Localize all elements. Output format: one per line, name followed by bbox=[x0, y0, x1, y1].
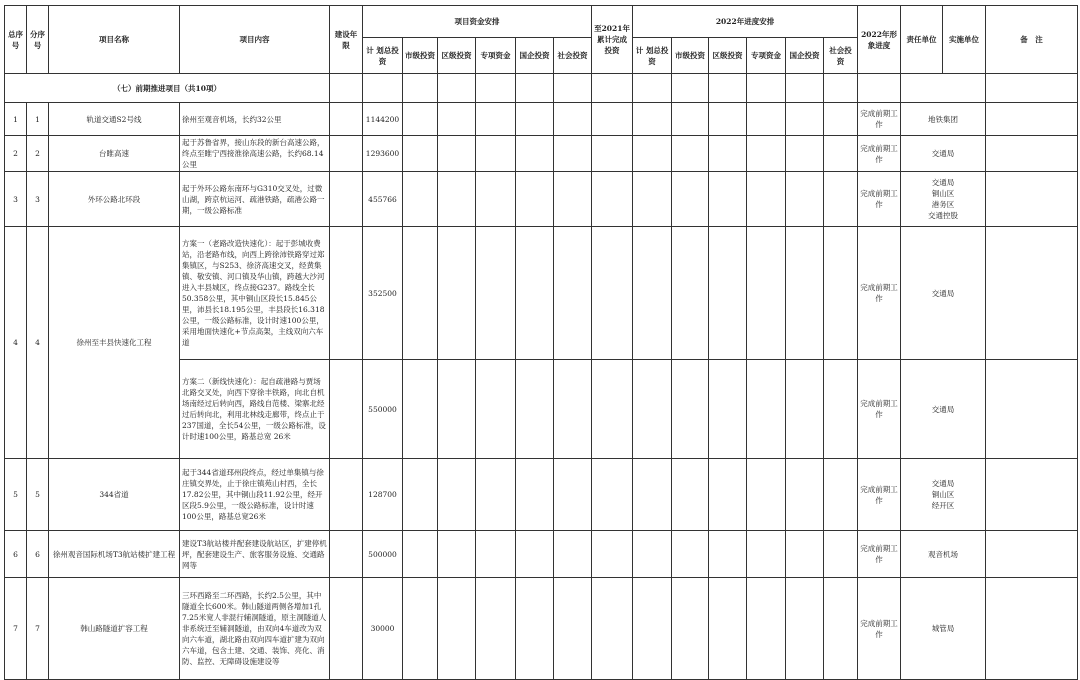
col-image-progress: 2022年形象进度 bbox=[858, 6, 901, 74]
plan-total-investment: 128700 bbox=[363, 459, 403, 531]
empty-cell bbox=[516, 459, 554, 531]
empty-cell bbox=[476, 578, 516, 680]
plan-total-investment: 1293600 bbox=[363, 136, 403, 172]
col-funding-group: 项目资金安排 bbox=[363, 6, 592, 38]
col-impl-unit: 实施单位 bbox=[943, 6, 986, 74]
empty-cell bbox=[786, 531, 824, 578]
empty-cell bbox=[986, 578, 1078, 680]
project-content: 徐州至观音机场，长约32公里 bbox=[180, 103, 330, 136]
project-content: 方案二（新线快速化）：起自疏港路与贾场北路交叉处，向西下穿徐丰铁路，向北自机场南经过后转向西，路线自范楼、梁寨北经过后转向北，利用北林线走廊带，终点止于237国道，全长54公里，一级公路标准，设计时速100公里，路基总宽 26米 bbox=[180, 360, 330, 459]
col-social-2022: 社会投资 bbox=[824, 38, 858, 74]
image-progress: 完成前期工作 bbox=[858, 172, 901, 227]
empty-cell bbox=[592, 531, 633, 578]
responsible-unit: 交通局 bbox=[901, 360, 986, 459]
col-total-no: 总序号 bbox=[5, 6, 27, 74]
empty-cell bbox=[438, 103, 476, 136]
empty-cell bbox=[330, 459, 363, 531]
sub-no: 1 bbox=[27, 103, 49, 136]
total-no: 6 bbox=[5, 531, 27, 578]
empty-cell bbox=[786, 360, 824, 459]
col-progress-group: 2022年进度安排 bbox=[633, 6, 858, 38]
empty-cell bbox=[986, 136, 1078, 172]
project-content: 方案一（老路改造快速化）：起于彭城收费站，沿老路布线，向西上跨徐沛铁路穿过郑集镇区，与S253、徐济高速交叉，经黄集镇、敬安镇、河口镇及华山镇，跨越大沙河进入丰县城区，终点接G237。路线全长50.358公里，其中铜山区段长15.845公里，沛县长18.195公里，丰县段长16.318公里，一级公路标准，设计时速100公里，采用地面快速化+节点高架，主线双向六车道 bbox=[180, 227, 330, 360]
project-content: 建设T3航站楼并配套建设航站区，扩建停机坪，配套建设生产、旅客服务设施、交通路网等 bbox=[180, 531, 330, 578]
empty-cell bbox=[709, 172, 747, 227]
empty-cell bbox=[330, 103, 363, 136]
empty-cell bbox=[986, 360, 1078, 459]
empty-cell bbox=[709, 578, 747, 680]
responsible-unit: 城管局 bbox=[901, 578, 986, 680]
responsible-unit: 交通局 bbox=[901, 136, 986, 172]
empty-cell bbox=[592, 578, 633, 680]
image-progress: 完成前期工作 bbox=[858, 459, 901, 531]
table-row bbox=[5, 227, 1078, 360]
empty-cell bbox=[824, 459, 858, 531]
empty-cell bbox=[747, 103, 786, 136]
empty-cell bbox=[438, 578, 476, 680]
empty-cell bbox=[330, 227, 363, 360]
empty-cell bbox=[747, 136, 786, 172]
empty-cell bbox=[438, 360, 476, 459]
plan-total-investment: 550000 bbox=[363, 360, 403, 459]
project-name: 徐州至丰县快速化工程 bbox=[49, 227, 180, 459]
total-no: 3 bbox=[5, 172, 27, 227]
empty-cell bbox=[516, 136, 554, 172]
empty-cell bbox=[476, 227, 516, 360]
empty-cell bbox=[824, 136, 858, 172]
empty-cell bbox=[633, 136, 672, 172]
responsible-unit: 交通局 铜山区 港务区 交通控股 bbox=[901, 172, 986, 227]
col-resp-unit: 责任单位 bbox=[901, 6, 943, 74]
empty-cell bbox=[824, 103, 858, 136]
col-city-2022: 市级投资 bbox=[672, 38, 709, 74]
col-plan-total-2022: 计 划总投资 bbox=[633, 38, 672, 74]
empty-cell bbox=[986, 531, 1078, 578]
project-name: 韩山路隧道扩容工程 bbox=[49, 578, 180, 680]
empty-cell bbox=[672, 227, 709, 360]
empty-cell bbox=[403, 360, 438, 459]
empty-cell bbox=[986, 172, 1078, 227]
empty-cell bbox=[476, 360, 516, 459]
empty-cell bbox=[330, 578, 363, 680]
empty-cell bbox=[403, 459, 438, 531]
col-soe: 国企投资 bbox=[516, 38, 554, 74]
table-row bbox=[5, 531, 1078, 578]
empty-cell bbox=[824, 531, 858, 578]
table-row bbox=[5, 136, 1078, 172]
empty-cell bbox=[438, 459, 476, 531]
col-district: 区级投资 bbox=[438, 38, 476, 74]
col-special: 专项资金 bbox=[476, 38, 516, 74]
empty-cell bbox=[516, 227, 554, 360]
sub-no: 6 bbox=[27, 531, 49, 578]
col-period: 建设年限 bbox=[330, 6, 363, 74]
sub-no: 2 bbox=[27, 136, 49, 172]
empty-cell bbox=[709, 227, 747, 360]
empty-cell bbox=[330, 136, 363, 172]
empty-cell bbox=[633, 103, 672, 136]
empty-cell bbox=[986, 103, 1078, 136]
empty-cell bbox=[554, 531, 592, 578]
empty-cell bbox=[633, 172, 672, 227]
empty-cell bbox=[554, 136, 592, 172]
empty-cell bbox=[403, 531, 438, 578]
empty-cell bbox=[476, 172, 516, 227]
responsible-unit: 地铁集团 bbox=[901, 103, 986, 136]
empty-cell bbox=[516, 531, 554, 578]
empty-cell bbox=[592, 227, 633, 360]
empty-cell bbox=[554, 103, 592, 136]
empty-cell bbox=[592, 136, 633, 172]
image-progress: 完成前期工作 bbox=[858, 578, 901, 680]
empty-cell bbox=[554, 459, 592, 531]
total-no: 5 bbox=[5, 459, 27, 531]
empty-cell bbox=[786, 172, 824, 227]
empty-cell bbox=[476, 459, 516, 531]
col-content: 项目内容 bbox=[180, 6, 330, 74]
project-name: 外环公路北环段 bbox=[49, 172, 180, 227]
plan-total-investment: 500000 bbox=[363, 531, 403, 578]
sub-no: 7 bbox=[27, 578, 49, 680]
total-no: 1 bbox=[5, 103, 27, 136]
empty-cell bbox=[403, 172, 438, 227]
col-soe-2022: 国企投资 bbox=[786, 38, 824, 74]
total-no: 7 bbox=[5, 578, 27, 680]
empty-cell bbox=[824, 578, 858, 680]
total-no: 4 bbox=[5, 227, 27, 459]
empty-cell bbox=[516, 360, 554, 459]
empty-cell bbox=[709, 459, 747, 531]
col-district-2022: 区级投资 bbox=[709, 38, 747, 74]
project-table bbox=[4, 5, 1078, 680]
empty-cell bbox=[516, 172, 554, 227]
total-no: 2 bbox=[5, 136, 27, 172]
empty-cell bbox=[633, 459, 672, 531]
empty-cell bbox=[516, 103, 554, 136]
table-row bbox=[5, 578, 1078, 680]
responsible-unit: 交通局 bbox=[901, 227, 986, 360]
empty-cell bbox=[824, 172, 858, 227]
plan-total-investment: 1144200 bbox=[363, 103, 403, 136]
empty-cell bbox=[786, 578, 824, 680]
empty-cell bbox=[709, 103, 747, 136]
responsible-unit: 交通局 铜山区 经开区 bbox=[901, 459, 986, 531]
empty-cell bbox=[633, 360, 672, 459]
sub-no: 5 bbox=[27, 459, 49, 531]
empty-cell bbox=[824, 227, 858, 360]
empty-cell bbox=[672, 103, 709, 136]
header-row-1 bbox=[5, 6, 1078, 38]
empty-cell bbox=[709, 360, 747, 459]
col-special-2022: 专项资金 bbox=[747, 38, 786, 74]
empty-cell bbox=[986, 227, 1078, 360]
col-social: 社会投资 bbox=[554, 38, 592, 74]
empty-cell bbox=[554, 360, 592, 459]
table-row bbox=[5, 172, 1078, 227]
empty-cell bbox=[786, 459, 824, 531]
project-name: 轨道交通S2号线 bbox=[49, 103, 180, 136]
project-name: 台睢高速 bbox=[49, 136, 180, 172]
col-remark: 备 注 bbox=[986, 6, 1078, 74]
empty-cell bbox=[672, 578, 709, 680]
col-sub-no: 分序号 bbox=[27, 6, 49, 74]
empty-cell bbox=[516, 578, 554, 680]
project-content: 起于苏鲁省界，接山东段的新台高速公路，终点至睢宁西接淮徐高速公路，长约68.14公里 bbox=[180, 136, 330, 172]
empty-cell bbox=[330, 531, 363, 578]
empty-cell bbox=[476, 136, 516, 172]
responsible-unit: 观音机场 bbox=[901, 531, 986, 578]
empty-cell bbox=[330, 360, 363, 459]
empty-cell bbox=[824, 360, 858, 459]
plan-total-investment: 455766 bbox=[363, 172, 403, 227]
table-row bbox=[5, 459, 1078, 531]
empty-cell bbox=[554, 172, 592, 227]
project-content: 起于外环公路东南环与G310交叉处，过微山湖，跨京杭运河、疏港铁路，疏港公路一期，一级公路标准 bbox=[180, 172, 330, 227]
empty-cell bbox=[476, 531, 516, 578]
empty-cell bbox=[747, 360, 786, 459]
empty-cell bbox=[786, 103, 824, 136]
empty-cell bbox=[403, 227, 438, 360]
plan-total-investment: 352500 bbox=[363, 227, 403, 360]
empty-cell bbox=[438, 531, 476, 578]
empty-cell bbox=[709, 531, 747, 578]
plan-total-investment: 30000 bbox=[363, 578, 403, 680]
empty-cell bbox=[330, 172, 363, 227]
project-content: 三环西路至二环西路，长约2.5公里，其中隧道全长600米。韩山隧道两侧各增加1孔7.25米宽人非混行辅洞隧道，原主洞隧道人非系统迁至辅洞隧道，由双向4车道改为双向六车道，湖北路由双向四车道扩建为双向六车道，包含土建、交通、装饰、亮化、消防、监控、无障碍设施建设等 bbox=[180, 578, 330, 680]
col-plan-total: 计 划总投资 bbox=[363, 38, 403, 74]
empty-cell bbox=[786, 227, 824, 360]
image-progress: 完成前期工作 bbox=[858, 227, 901, 360]
empty-cell bbox=[554, 578, 592, 680]
project-name: 344省道 bbox=[49, 459, 180, 531]
empty-cell bbox=[986, 459, 1078, 531]
empty-cell bbox=[592, 103, 633, 136]
empty-cell bbox=[672, 172, 709, 227]
empty-cell bbox=[403, 578, 438, 680]
image-progress: 完成前期工作 bbox=[858, 531, 901, 578]
empty-cell bbox=[438, 136, 476, 172]
empty-cell bbox=[592, 360, 633, 459]
empty-cell bbox=[747, 227, 786, 360]
empty-cell bbox=[592, 459, 633, 531]
empty-cell bbox=[747, 578, 786, 680]
image-progress: 完成前期工作 bbox=[858, 136, 901, 172]
empty-cell bbox=[438, 172, 476, 227]
empty-cell bbox=[747, 172, 786, 227]
empty-cell bbox=[403, 103, 438, 136]
empty-cell bbox=[672, 531, 709, 578]
col-city: 市级投资 bbox=[403, 38, 438, 74]
project-content: 起于344省道邳州段终点，经过单集镇与徐庄镇交界处，止于徐庄镇苑山村西，全长17.82公里，其中铜山段11.92公里，经开区段5.9公里，一级公路标准，设计时速100公里，路基总宽26米 bbox=[180, 459, 330, 531]
empty-cell bbox=[592, 172, 633, 227]
empty-cell bbox=[438, 227, 476, 360]
image-progress: 完成前期工作 bbox=[858, 360, 901, 459]
empty-cell bbox=[633, 531, 672, 578]
empty-cell bbox=[476, 103, 516, 136]
empty-cell bbox=[633, 227, 672, 360]
table-row bbox=[5, 103, 1078, 136]
empty-cell bbox=[672, 136, 709, 172]
section-row bbox=[5, 74, 1078, 103]
col-cumulative: 至2021年累计完成投资 bbox=[592, 6, 633, 74]
empty-cell bbox=[633, 578, 672, 680]
empty-cell bbox=[747, 459, 786, 531]
empty-cell bbox=[747, 531, 786, 578]
empty-cell bbox=[672, 360, 709, 459]
empty-cell bbox=[403, 136, 438, 172]
col-name: 项目名称 bbox=[49, 6, 180, 74]
empty-cell bbox=[554, 227, 592, 360]
project-name: 徐州观音国际机场T3航站楼扩建工程 bbox=[49, 531, 180, 578]
empty-cell bbox=[786, 136, 824, 172]
empty-cell bbox=[709, 136, 747, 172]
sub-no: 3 bbox=[27, 172, 49, 227]
sub-no: 4 bbox=[27, 227, 49, 459]
section-title: （七）前期推进项目（共10项） bbox=[5, 74, 330, 103]
image-progress: 完成前期工作 bbox=[858, 103, 901, 136]
empty-cell bbox=[672, 459, 709, 531]
